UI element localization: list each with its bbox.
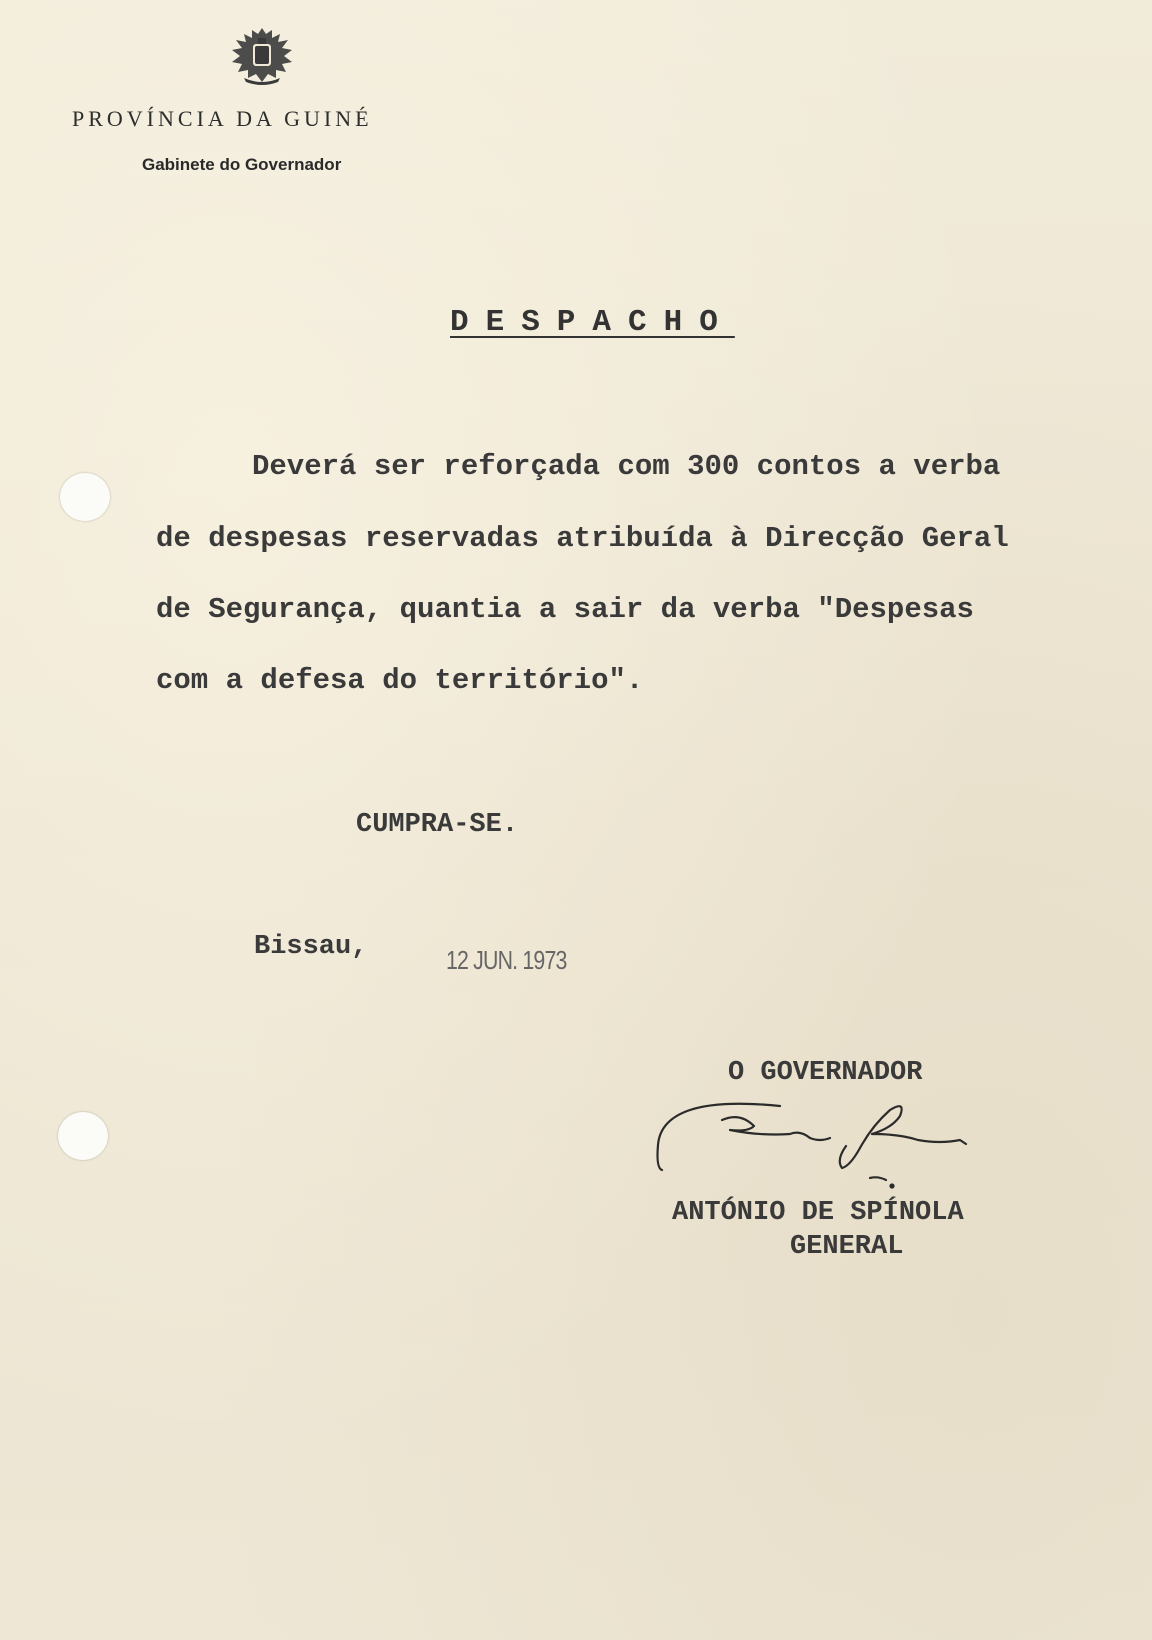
punch-hole (60, 473, 110, 521)
handwritten-signature (650, 1090, 1010, 1200)
signatory-name: ANTÓNIO DE SPÍNOLA (672, 1198, 964, 1228)
signatory-title: O GOVERNADOR (728, 1058, 923, 1088)
coat-of-arms-icon (222, 24, 302, 86)
punch-hole (58, 1112, 108, 1160)
province-name: PROVÍNCIA DA GUINÉ (72, 106, 373, 131)
signatory-rank: GENERAL (790, 1232, 904, 1262)
body-line: Deverá ser reforçada com 300 contos a verba (252, 450, 1001, 483)
date-stamp: 12 JUN. 1973 (446, 945, 567, 975)
body-line: com a defesa do território". (156, 664, 644, 697)
body-line: de Segurança, quantia a sair da verba "Despesas (156, 593, 974, 626)
place-name: Bissau, (254, 932, 368, 962)
body-line: de despesas reservadas atribuída à Direcção Geral (156, 522, 1009, 555)
document-title: DESPACHO (450, 305, 735, 340)
closing-order: CUMPRA-SE. (356, 810, 519, 840)
cabinet-name: Gabinete do Governador (142, 155, 342, 174)
